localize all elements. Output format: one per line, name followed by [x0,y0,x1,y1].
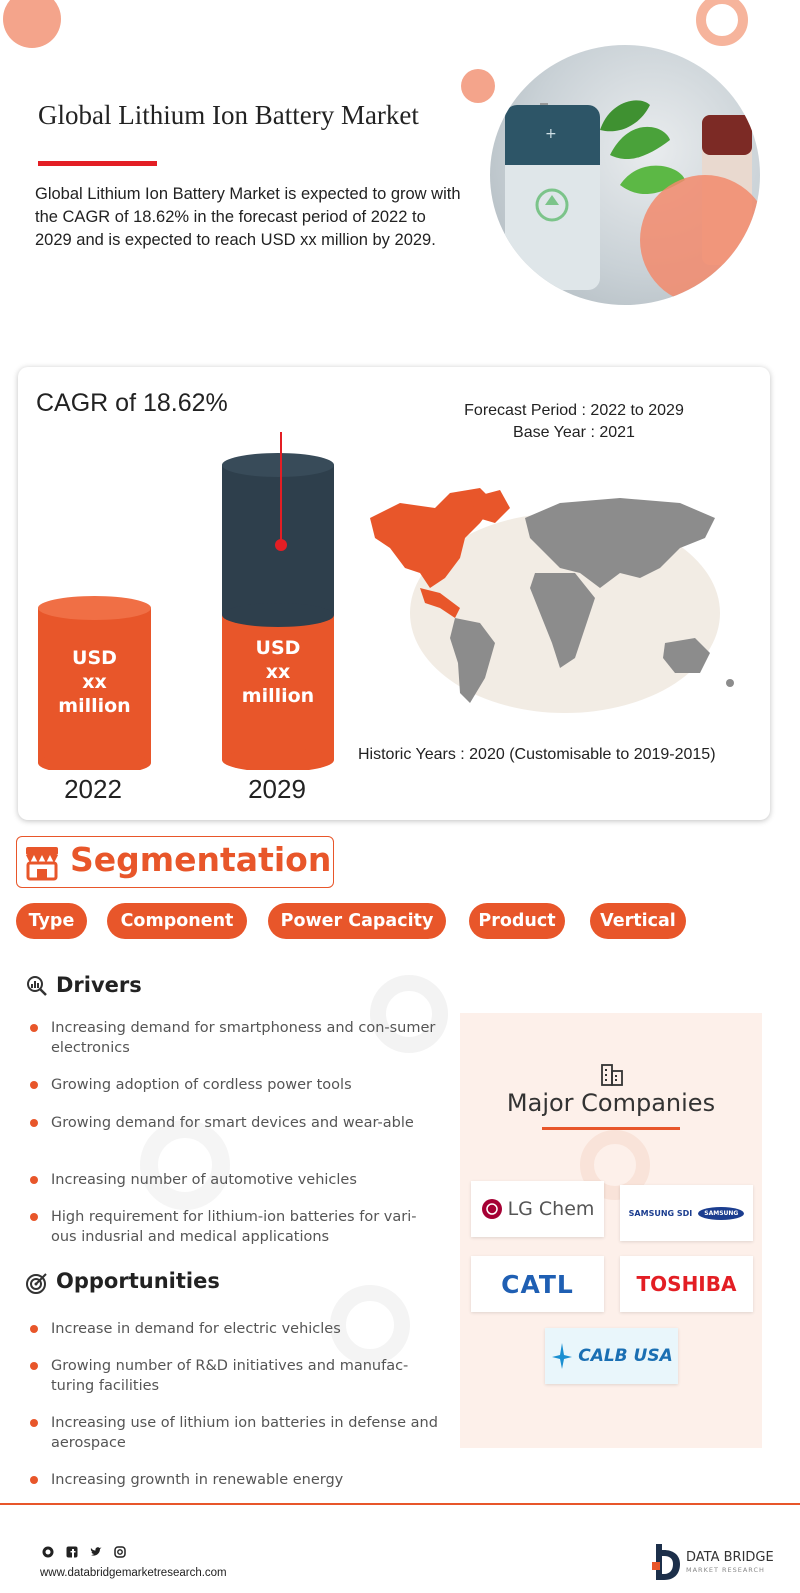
segmentation-title: Segmentation [70,840,332,879]
opportunity-item: Growing number of R&D initiatives and manufac-turing facilities [30,1356,440,1396]
decor-circle [3,0,61,48]
logo-lg-chem: LG Chem [471,1181,604,1237]
building-icon [600,1063,624,1087]
svg-text:+: + [545,126,557,142]
cagr-text: CAGR of 18.62% [36,389,228,417]
companies-title: Major Companies [506,1089,716,1117]
brand-name: DATA BRIDGE [686,1550,774,1565]
page-title: Global Lithium Ion Battery Market [38,100,419,130]
title-underline [38,161,157,166]
logo-calb-usa: CALB USA [545,1328,678,1384]
bar-2029 [222,453,334,770]
website-link[interactable]: www.databridgemarketresearch.com [40,1567,227,1579]
whatsapp-icon[interactable] [42,1546,54,1558]
drivers-title: Drivers [56,973,142,997]
forecast-info [412,400,736,444]
bar-label-2029: USD xx million [241,637,315,707]
facebook-icon[interactable] [66,1546,78,1558]
battery-hero-image [490,45,760,305]
segment-pill-type[interactable]: Type [16,903,87,939]
driver-item: Increasing number of automotive vehicles [30,1170,440,1190]
instagram-icon[interactable] [114,1546,126,1558]
pointer-dot [275,539,287,551]
lg-logo-icon [481,1198,503,1220]
market-size-chart [30,430,350,770]
opportunity-item: Increase in demand for electric vehicles [30,1319,440,1339]
store-icon [22,843,62,881]
driver-item: High requirement for lithium-ion batteries for vari-ous indusrial and medical applications [30,1207,440,1247]
segment-pill-power-capacity[interactable]: Power Capacity [268,903,446,939]
year-2022: 2022 [64,774,122,804]
calb-logo-icon [550,1341,574,1371]
historic-years: Historic Years : 2020 (Customisable to 2019-2015) [358,746,716,763]
world-map [360,478,750,718]
intro-text: Global Lithium Ion Battery Market is expected to grow with the CAGR of 18.62% in the forecast period of 2022 to 2029 and is expected to reach USD xx million by 2029. [35,185,461,249]
footer-divider [0,1503,800,1505]
brand-subtitle: MARKET RESEARCH [686,1566,765,1574]
driver-item: Growing adoption of cordless power tools [30,1075,440,1095]
decor-circle [461,69,495,103]
segment-pill-vertical[interactable]: Vertical [590,903,686,939]
forecast-period: Forecast Period : 2022 to 2029 [464,402,684,419]
opportunity-item: Increasing grownth in renewable energy [30,1470,440,1490]
logo-toshiba: TOSHIBA [620,1256,753,1312]
logo-catl: CATL [471,1256,604,1312]
decor-ring [140,1120,230,1210]
base-year: Base Year : 2021 [513,424,635,441]
opportunities-title: Opportunities [56,1269,220,1293]
decor-ring [696,0,748,46]
opportunity-item: Increasing use of lithium ion batteries in defense and aerospace [30,1413,440,1453]
data-bridge-logo-icon [650,1542,682,1582]
driver-item: Increasing demand for smartphoness and con-sumer electronics [30,1018,440,1058]
target-icon [25,1271,49,1295]
segment-pill-product[interactable]: Product [469,903,565,939]
segment-pill-component[interactable]: Component [107,903,247,939]
logo-samsung-sdi: SAMSUNG SDI SAMSUNG [620,1185,753,1241]
companies-underline [542,1127,680,1130]
bar-label-2022: USD xx million [58,647,131,717]
magnifier-chart-icon [26,975,48,997]
twitter-icon[interactable] [90,1546,102,1558]
driver-item: Growing demand for smart devices and wear-able [30,1113,440,1133]
year-2029: 2029 [248,774,306,804]
